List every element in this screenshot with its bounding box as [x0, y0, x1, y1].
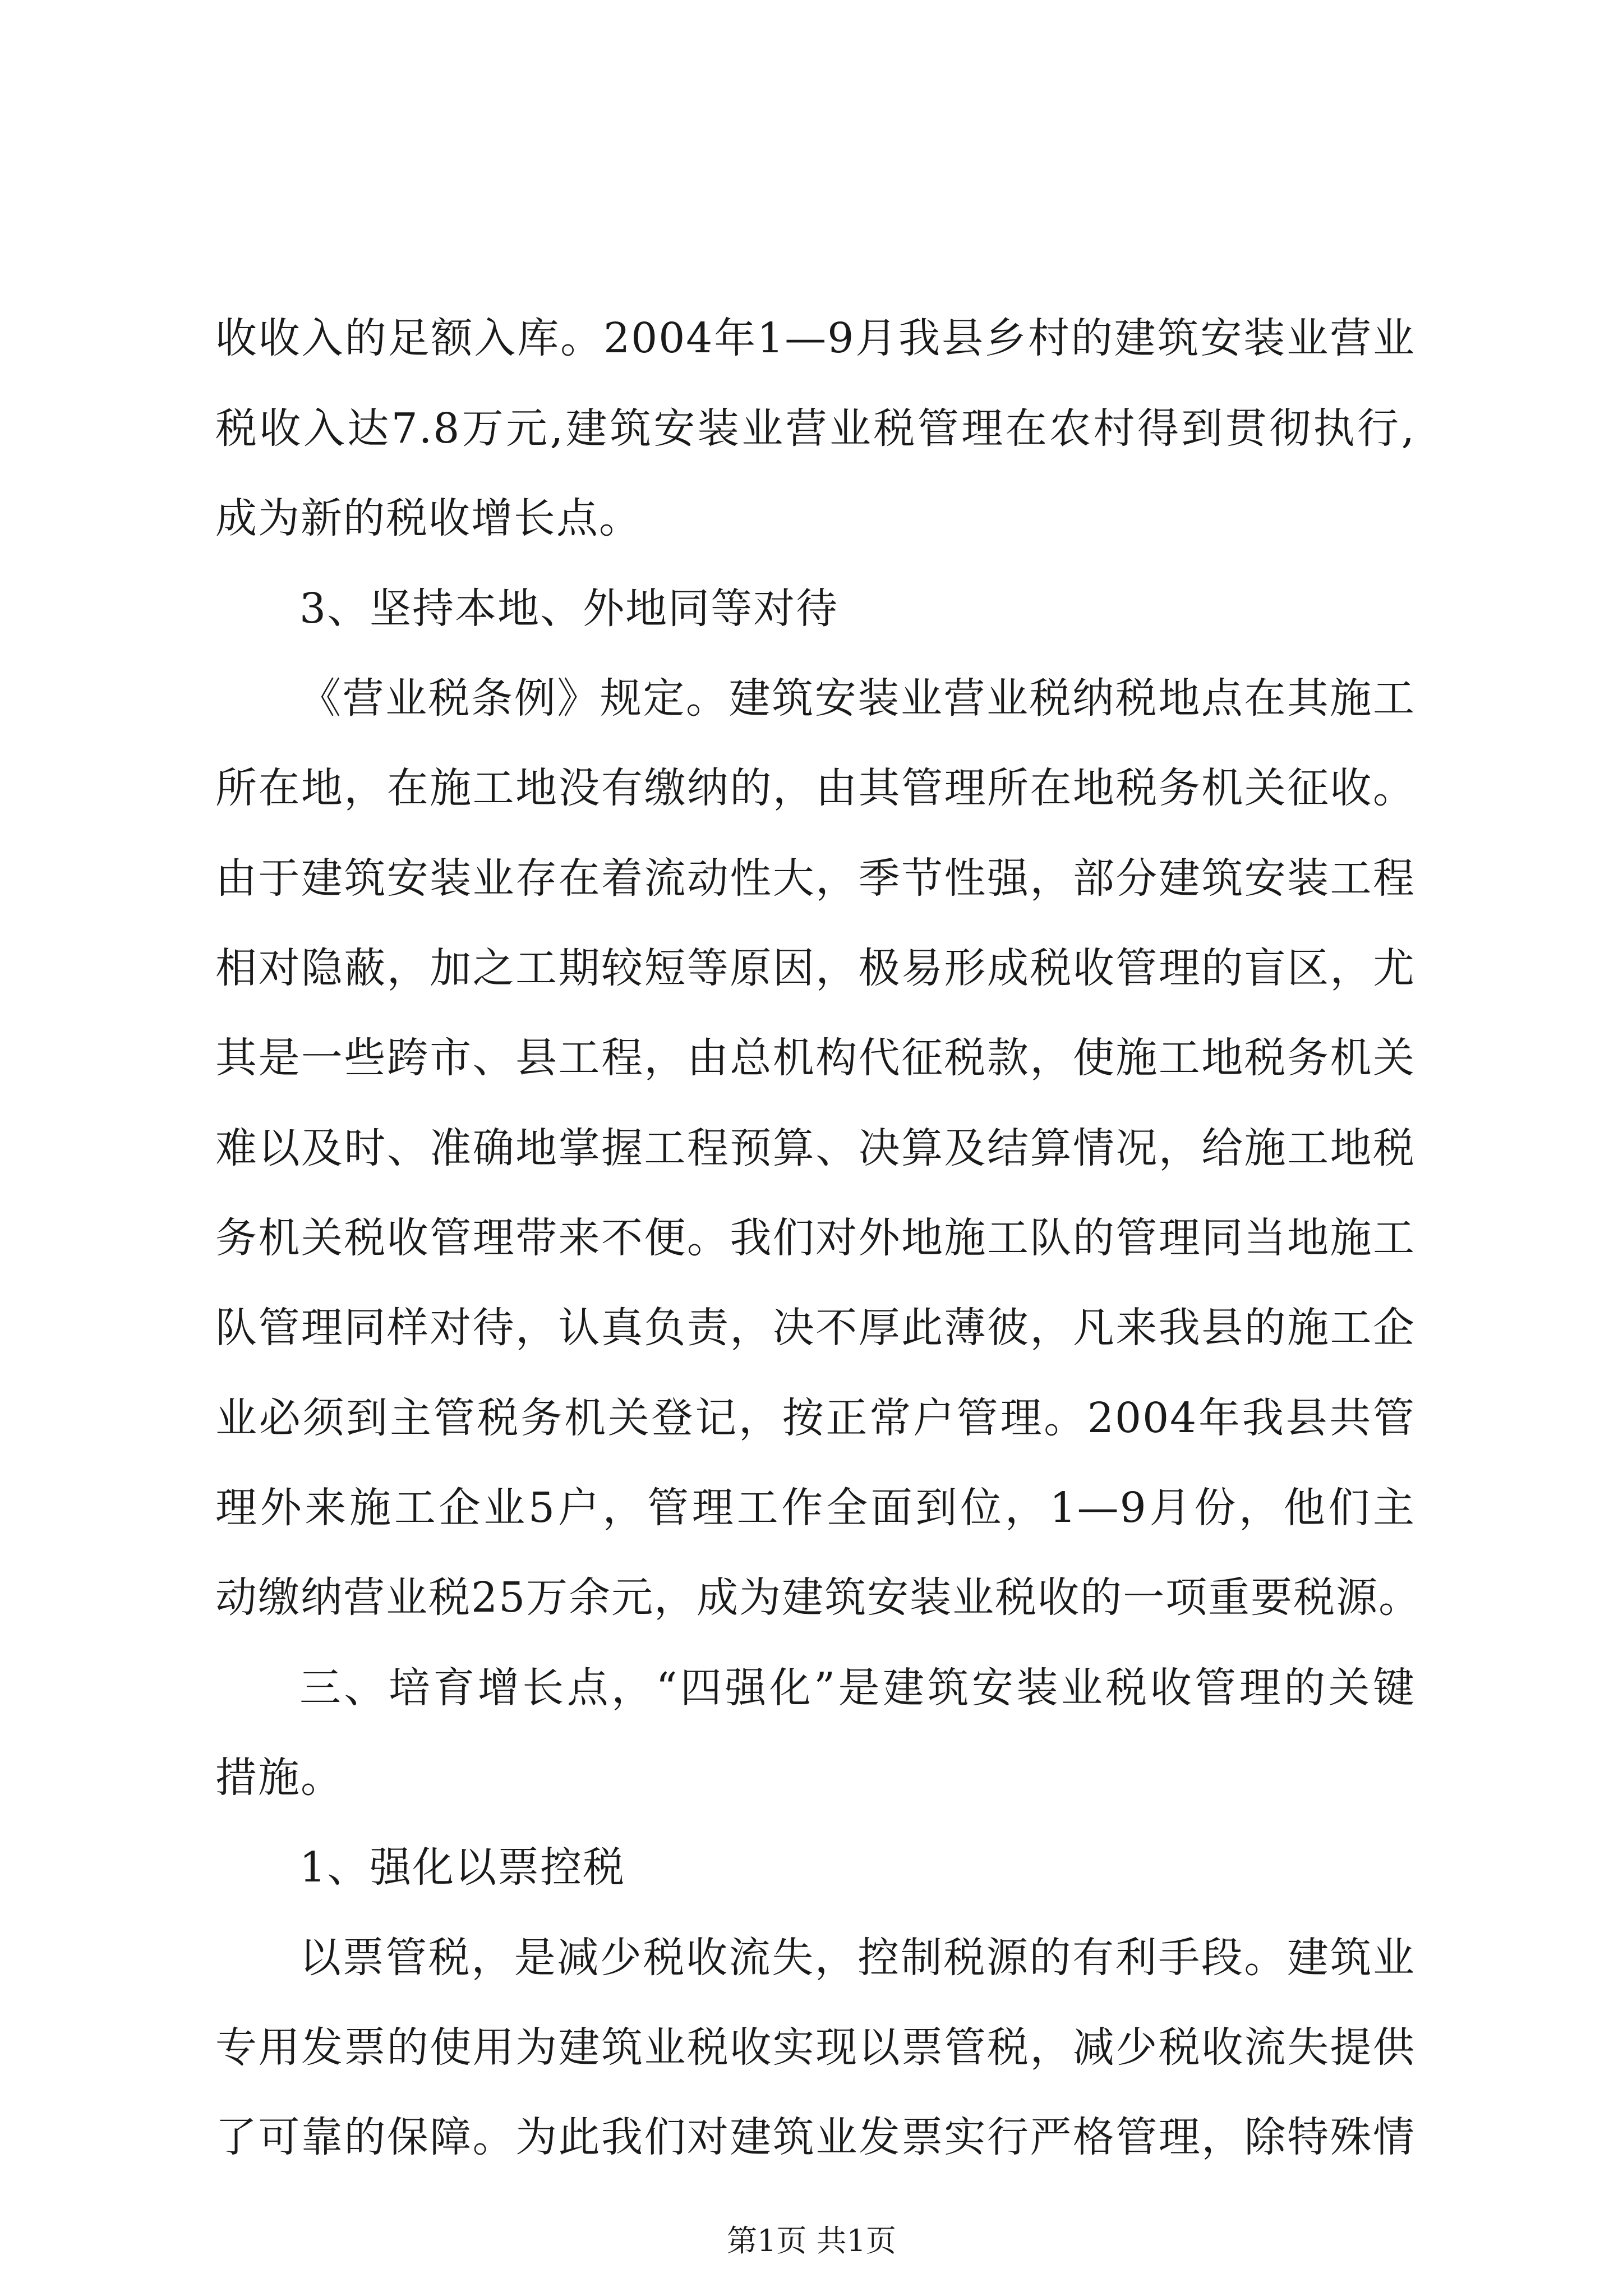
section-heading: 1、强化以票控税	[299, 1843, 626, 1892]
text-line: 难以及时、准确地掌握工程预算、决算及结算情况，给施工地税	[215, 1124, 1415, 1172]
section-heading: 三、培育增长点，“四强化”是建筑安装业税收管理的关键	[299, 1664, 1415, 1712]
text-line: 队管理同样对待，认真负责，决不厚此薄彼，凡来我县的施工企	[215, 1304, 1415, 1352]
text-line: 其是一些跨市、县工程，由总机构代征税款，使施工地税务机关	[215, 1034, 1415, 1082]
page-footer: 第1页 共1页	[727, 2223, 896, 2258]
text-line: 措施。	[215, 1754, 343, 1802]
text-line: 《营业税条例》规定。建筑安装业营业税纳税地点在其施工	[299, 674, 1415, 723]
text-line: 以票管税，是减少税收流失，控制税源的有利手段。建筑业	[299, 1934, 1415, 1982]
text-line: 相对隐蔽，加之工期较短等原因，极易形成税收管理的盲区，尤	[215, 944, 1415, 992]
text-line: 税收入达7.8万元,建筑安装业营业税管理在农村得到贯彻执行,	[215, 404, 1415, 453]
text-line: 所在地，在施工地没有缴纳的，由其管理所在地税务机关征收。	[215, 764, 1415, 812]
text-line: 专用发票的使用为建筑业税收实现以票管税，减少税收流失提供	[215, 2023, 1415, 2072]
text-line: 收收入的足额入库。2004年1—9月我县乡村的建筑安装业营业	[215, 314, 1415, 362]
text-line: 务机关税收管理带来不便。我们对外地施工队的管理同当地施工	[215, 1214, 1415, 1262]
text-line: 成为新的税收增长点。	[215, 494, 642, 542]
text-line: 动缴纳营业税25万余元，成为建筑安装业税收的一项重要税源。	[215, 1573, 1422, 1622]
text-line: 理外来施工企业5户，管理工作全面到位，1—9月份，他们主	[215, 1484, 1415, 1532]
text-line: 了可靠的保障。为此我们对建筑业发票实行严格管理，除特殊情	[215, 2113, 1415, 2161]
text-line: 业必须到主管税务机关登记，按正常户管理。2004年我县共管	[215, 1394, 1415, 1442]
section-heading: 3、坚持本地、外地同等对待	[299, 585, 839, 633]
text-line: 由于建筑安装业存在着流动性大，季节性强，部分建筑安装工程	[215, 854, 1415, 903]
